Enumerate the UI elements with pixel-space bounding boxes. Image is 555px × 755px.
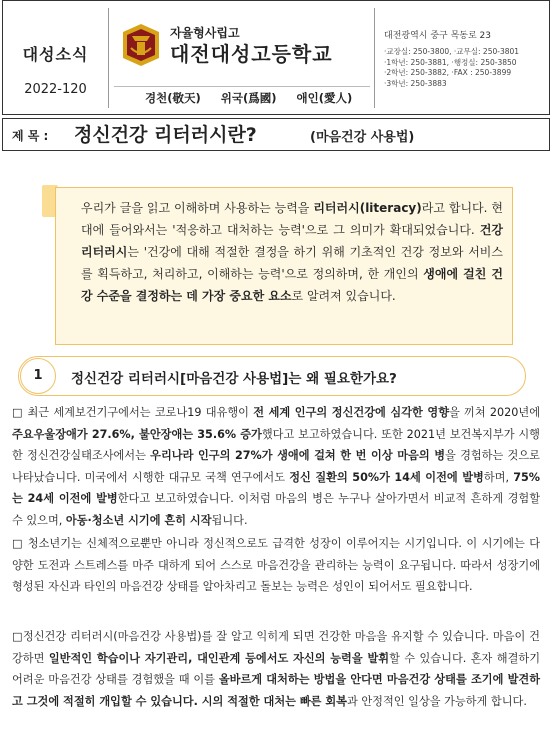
emphasis-text: 정신 질환의 50%가 14세 이전에 발병 (289, 470, 484, 484)
body-text: □ 청소년기는 신체적으로뿐만 아니라 정신적으로도 급격한 성장이 이루어지는 시기입니다. 이 시기에는 다양한 도전과 스트레스를 마주 대하게 되어 스스로 마음건강을 관리하는 능력이 요구됩니다. 따라서 성장기에 형성된 자신과 타인의 마음건강 상태를 알아차리고 돌보는 능력은 성인이 되어서도 필요합니다. (12, 537, 540, 593)
emphasis-text: 리터러시(literacy) (313, 201, 422, 215)
contact-line: ·2학년: 250-3882, ·FAX : 250-3899 (384, 68, 512, 77)
emphasis-text: 우리나라 인구의 27%가 생애에 걸쳐 한 번 이상 마음의 병 (150, 449, 446, 462)
emphasis-text: 올바르게 대처하는 방법을 안다면 마음건강 상태를 조기에 발견하고 그것에 적절히 개입할 수 있습니다. 시의 적절한 대처는 빠른 회복 (12, 673, 541, 708)
emphasis-text: 건강 리터러시 (81, 223, 503, 259)
subject-title: 정신건강 리터러시란? (74, 124, 257, 146)
subject-subtitle: (마음건강 사용법) (310, 130, 415, 145)
school-logo-icon (118, 22, 164, 68)
school-address: 대전광역시 중구 목동로 23 (384, 31, 491, 41)
intro-text (81, 197, 503, 307)
section-title: 정신건강 리터러시[마음건강 사용법]는 왜 필요한가요? (71, 371, 397, 387)
body-text: □ 최근 세계보건기구에서는 코로나19 대유행이 (12, 406, 254, 419)
emphasis-text: 75%는 24세 이전에 발병 (12, 470, 540, 505)
section-number: 1 (20, 358, 56, 394)
body-text: 라고 합니다. 현대에 들어와서는 '적응하고 대처하는 능력'으로 그 의미가 확대되었습니다. (81, 201, 503, 237)
emphasis-text: 일반적인 학습이나 자기관리, 대인관계 등에서도 자신의 능력을 발휘 (48, 651, 390, 665)
emphasis-text: 생애에 걸친 건강 수준을 결정하는 데 가장 중요한 요소 (81, 267, 503, 303)
school-values (145, 90, 368, 106)
body-text: 는 '건강에 대해 적절한 결정을 하기 위해 기초적인 건강 정보와 서비스를 획득하고, 처리하고, 이해하는 능력'으로 정의하며, 한 개인의 (81, 245, 503, 281)
body-text: 과 안정적인 일상을 가능하게 합니다. (347, 694, 527, 708)
emphasis-text: 주요우울장애가 27.6%, 불안장애는 35.6% 증가 (12, 427, 262, 441)
contact-line: ·교장실: 250-3800, ·교무실: 250-3801 (384, 47, 520, 56)
body-text: 했다고 보고하였습니다. 또한 2021년 보건복지부가 시행한 정신건강실태조사에서는 (12, 427, 540, 462)
body-text: 로 알려져 있습니다. (291, 289, 396, 303)
school-type: 자율형사립고 (170, 26, 240, 40)
body-text: □정신건강 리터러시(마음건강 사용법)를 잘 알고 익히게 되면 건강한 마음을 유지할 수 있습니다. 마음이 건강하면 (12, 630, 540, 665)
notice-info (4, 15, 107, 100)
contact-line: ·1학년: 250-3881, ·행정실: 250-3850 (384, 57, 517, 67)
emphasis-text: 아동·청소년 시기에 흔히 시작 (65, 513, 212, 527)
paragraph (12, 402, 540, 531)
notice-number: 2022-120 (24, 82, 87, 97)
value-item: 애인(愛人) (296, 91, 353, 105)
contact-list (384, 47, 519, 89)
notice-title: 대성소식 (22, 45, 89, 64)
body-text: 할 수 있습니다. 혼자 해결하기 어려운 마음건강 상태를 경험했을 때 이를 (12, 651, 541, 686)
divider (374, 8, 375, 108)
body-text: 우리가 글을 읽고 이해하며 사용하는 능력을 (81, 201, 314, 215)
body-text: 을 끼쳐 2020년에 (449, 406, 540, 419)
divider (108, 8, 109, 108)
paragraph (12, 626, 540, 712)
body-text: 됩니다. (211, 513, 248, 527)
body-text: 하며, (483, 470, 514, 484)
body-text: 을 경험하는 것으로 나타났습니다. 미국에서 시행한 대규모 국책 연구에서도 (12, 449, 540, 484)
paragraph (12, 533, 540, 598)
value-item: 경천(敬天) (145, 91, 201, 105)
emphasis-text: 전 세계 인구의 정신건강에 심각한 영향 (253, 406, 450, 419)
school-name: 대전대성고등학교 (170, 42, 333, 66)
contact-line: ·3학년: 250-3883 (384, 78, 447, 88)
divider (114, 86, 370, 87)
subject-label: 제 목 : (12, 129, 49, 143)
value-item: 위국(爲國) (220, 91, 277, 105)
body-text: 한다고 보고하였습니다. 이처럼 마음의 병은 누구나 살아가면서 비교적 흔하게 경험할 수 있으며, (12, 492, 540, 527)
